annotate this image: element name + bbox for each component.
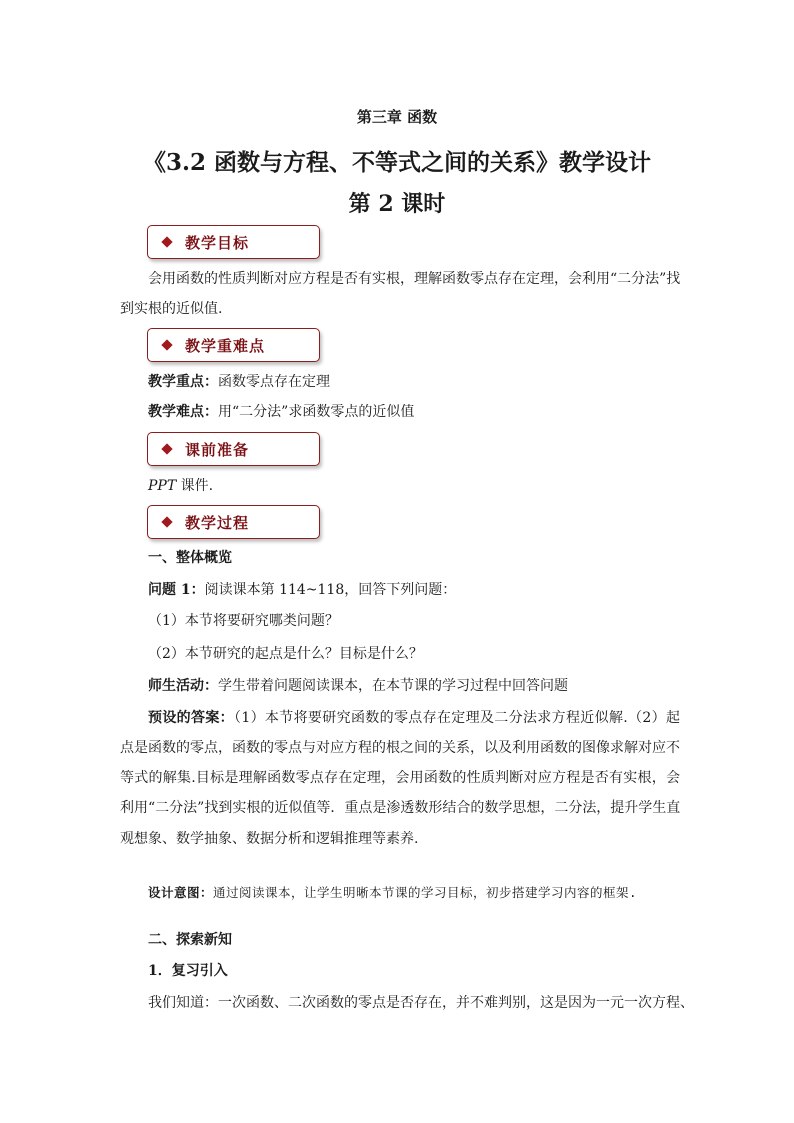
overview-heading: 一、整体概览 — [148, 550, 232, 566]
activity-line — [148, 676, 680, 696]
question1-label: 问题 1： — [148, 582, 205, 598]
key-focus-label: 教学重点： — [148, 374, 218, 390]
key-focus-text: 函数零点存在定理 — [218, 374, 330, 390]
prep-line — [148, 476, 680, 496]
answer-line5: 观想象、数学抽象、数据分析和逻辑推理等素养. — [120, 831, 419, 847]
goals-text-line2: 到实根的近似值. — [120, 301, 223, 317]
prep-text: 课件. — [176, 478, 214, 494]
activity-text: 学生带着问题阅读课本，在本节课的学习过程中回答问题 — [218, 678, 568, 694]
chapter-heading: 第三章 函数 — [356, 108, 438, 126]
question1-item2: （2）本节研究的起点是什么？目标是什么？ — [148, 646, 423, 662]
section-prep-label: 课前准备 — [185, 440, 250, 459]
section-prep-box — [147, 432, 320, 466]
review-text: 我们知道：一次函数、二次函数的零点是否存在，并不难判别，这是因为一元一次方程、 — [148, 995, 694, 1011]
key-difficulty-line — [148, 402, 680, 422]
section-key-points-box — [147, 328, 320, 362]
diamond-bullet-icon — [161, 443, 172, 454]
answer-line4: 利用“二分法”找到实根的近似值等．重点是渗透数形结合的数学思想，二分法，提升学生直 — [120, 800, 681, 816]
answer-line3: 等式的解集.目标是理解函数零点存在定理，会用函数的性质判断对应方程是否有实根，会 — [120, 770, 680, 786]
design-intent-text: 通过阅读课本，让学生明晰本节课的学习目标，初步搭建学习内容的框架. — [213, 885, 638, 900]
key-focus-line — [148, 372, 680, 392]
review-heading: 1．复习引入 — [148, 963, 228, 979]
diamond-bullet-icon — [161, 516, 172, 527]
section-process-label: 教学过程 — [185, 513, 250, 532]
goals-text-line1: 会用函数的性质判断对应方程是否有实根，理解函数零点存在定理，会利用“二分法”找 — [148, 271, 681, 287]
document-title: 《3.2 函数与方程、不等式之间的关系》教学设计 — [142, 149, 652, 176]
design-intent-line — [148, 883, 680, 903]
section-process-box — [147, 505, 320, 539]
section-key-points-label: 教学重难点 — [185, 336, 266, 355]
diamond-bullet-icon — [161, 339, 172, 350]
answer-line2: 点是函数的零点，函数的零点与对应方程的根之间的关系，以及利用函数的图像求解对应不 — [120, 740, 680, 756]
answer-text-1: （1）本节将要研究函数的零点存在定理及二分法求方程近似解.（2）起 — [234, 710, 681, 726]
lesson-number: 第 2 课时 — [348, 191, 446, 217]
answer-line1 — [148, 708, 680, 728]
explore-heading: 二、探索新知 — [148, 932, 232, 948]
prep-ppt: PPT — [148, 478, 177, 494]
activity-label: 师生活动： — [148, 678, 218, 694]
key-difficulty-text: 用“二分法”求函数零点的近似值 — [218, 404, 415, 420]
answer-label: 预设的答案： — [148, 710, 235, 726]
question1-text: 阅读课本第 114~118，回答下列问题： — [204, 582, 457, 598]
section-goals-box — [147, 225, 320, 259]
design-intent-label: 设计意图： — [148, 885, 214, 900]
section-goals-label: 教学目标 — [185, 233, 250, 252]
key-difficulty-label: 教学难点： — [148, 404, 218, 420]
question1-line — [148, 580, 680, 600]
question1-item1: （1）本节将要研究哪类问题？ — [148, 613, 339, 629]
diamond-bullet-icon — [161, 236, 172, 247]
